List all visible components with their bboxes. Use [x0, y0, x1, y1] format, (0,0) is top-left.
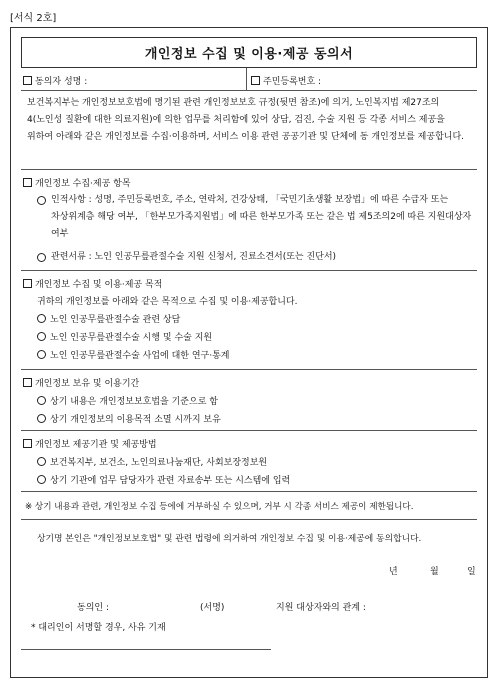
checkbox-icon — [23, 279, 32, 288]
list-item-text: 노인 인공무릎관절수술 시행 및 수술 지원 — [50, 333, 213, 343]
divider — [21, 90, 477, 91]
checkbox-icon — [23, 378, 32, 387]
section-heading — [23, 376, 139, 389]
list-item — [37, 394, 218, 407]
list-item-text: 상기 기관에 업무 담당자가 관련 자료송부 또는 시스템에 입력 — [50, 476, 291, 486]
date-year[interactable]: 년 — [389, 567, 398, 577]
divider — [21, 369, 477, 370]
list-item-text: 상기 내용은 개인정보보호법을 기준으로 함 — [50, 397, 218, 407]
resident-number-label: 주민등록번호 : — [263, 77, 322, 87]
checkbox-icon — [23, 439, 32, 448]
agreement-statement: 상기명 본인은 "개인정보보호법" 및 관련 법령에 의거하여 개인정보 수집 및 이용·제공에 동의합니다. — [37, 534, 422, 544]
divider — [21, 169, 477, 170]
bullet-circle-icon — [37, 475, 46, 484]
consent-form — [10, 27, 488, 678]
bullet-circle-icon — [37, 332, 46, 341]
section-lead: 귀하의 개인정보를 아래와 같은 목적으로 수집 및 이용·제공합니다. — [37, 297, 298, 307]
bullet-circle-icon — [37, 350, 46, 359]
section-heading — [23, 277, 162, 290]
list-item — [37, 473, 290, 486]
divider — [21, 270, 477, 271]
relation-label[interactable]: 지원 대상자와의 관계 : — [276, 603, 366, 613]
bullet-circle-icon — [37, 396, 46, 405]
list-item-text: 상기 개인정보의 이용목적 소멸 시까지 보유 — [50, 415, 221, 425]
list-item — [37, 348, 230, 361]
list-item: 인적사항 : 성명, 주민등록번호, 주소, 연락처, 건강상태, 「국민기초생활 보장법」에 따른 수급자 또는 차상위계층 해당 여부, 「한부모가족지원법」에 따른 한부모가족 또는 같은 법 제5조의2에 따른 지원대상자 여부 — [51, 195, 472, 239]
checkbox-icon — [23, 178, 32, 187]
list-item — [37, 330, 212, 343]
checkbox-icon — [251, 76, 260, 85]
list-item-text: 보건복지부, 보건소, 노인의료나눔재단, 사회보장정보원 — [50, 458, 268, 468]
date-day[interactable]: 일 — [467, 567, 476, 577]
bullet-circle-icon — [37, 196, 50, 207]
section-heading-text: 개인정보 제공기관 및 제공방법 — [35, 440, 157, 450]
consenter-name-label: 동의자 성명 : — [35, 77, 88, 87]
divider — [21, 430, 477, 431]
bullet-circle-icon — [37, 414, 46, 423]
form-number: [서식 2호] — [10, 13, 57, 24]
consenter-label[interactable]: 동의인 : — [77, 603, 109, 613]
refusal-notice: ※ 상기 내용과 관련, 개인정보 수집 등에에 거부하실 수 있으며, 거부 시 각종 서비스 제공이 제한됩니다. — [25, 502, 414, 512]
section-heading — [23, 176, 131, 189]
consenter-name-field[interactable] — [23, 74, 87, 87]
list-item-text: 노인 인공무릎관절수술 관련 상담 — [50, 315, 181, 325]
checkbox-icon — [23, 76, 32, 85]
intro-paragraph: 보건복지부는 개인정보보호법에 명기된 관련 개인정보보호 규정(뒷면 참조)에 의거, 노인복지법 제27조의 4(노인성 질환에 대한 의료지원)에 의한 업무를 처리함에 있어 상담, 검진, 수술 지원 등 각종 서비스 제공을 위하여 아래와 같은 개인정보를 수집·이용하며, 서비스 이용 관련 공공기관 및 단체에 동 개인정보를 제공합니다. — [27, 98, 465, 142]
bullet-circle-icon — [37, 314, 46, 323]
signature-label[interactable]: (서명) — [200, 603, 225, 613]
list-item: 관련서류 : 노인 인공무릎관절수술 지원 신청서, 진료소견서(또는 진단서) — [51, 252, 337, 262]
section-heading-text: 개인정보 보유 및 이용기간 — [35, 379, 140, 389]
bullet-circle-icon — [37, 253, 50, 264]
section-heading — [23, 437, 157, 450]
list-item-text: 노인 인공무릎관절수술 사업에 대한 연구·통계 — [50, 351, 230, 361]
proxy-note: * 대리인이 서명할 경우, 사유 기재 — [31, 623, 166, 633]
list-item — [37, 412, 221, 425]
form-title: 개인정보 수집 및 이용·제공 동의서 — [21, 37, 477, 68]
resident-number-field[interactable] — [251, 74, 321, 87]
section-heading-text: 개인정보 수집 및 이용·제공 목적 — [35, 280, 163, 290]
list-item — [37, 455, 267, 468]
date-month[interactable]: 월 — [430, 567, 439, 577]
row-divider — [246, 68, 247, 90]
divider — [21, 519, 477, 520]
proxy-reason-line[interactable] — [21, 649, 271, 650]
section-heading-text: 개인정보 수집·제공 항목 — [35, 179, 131, 189]
divider — [21, 491, 477, 492]
bullet-circle-icon — [37, 457, 46, 466]
list-item — [37, 312, 180, 325]
